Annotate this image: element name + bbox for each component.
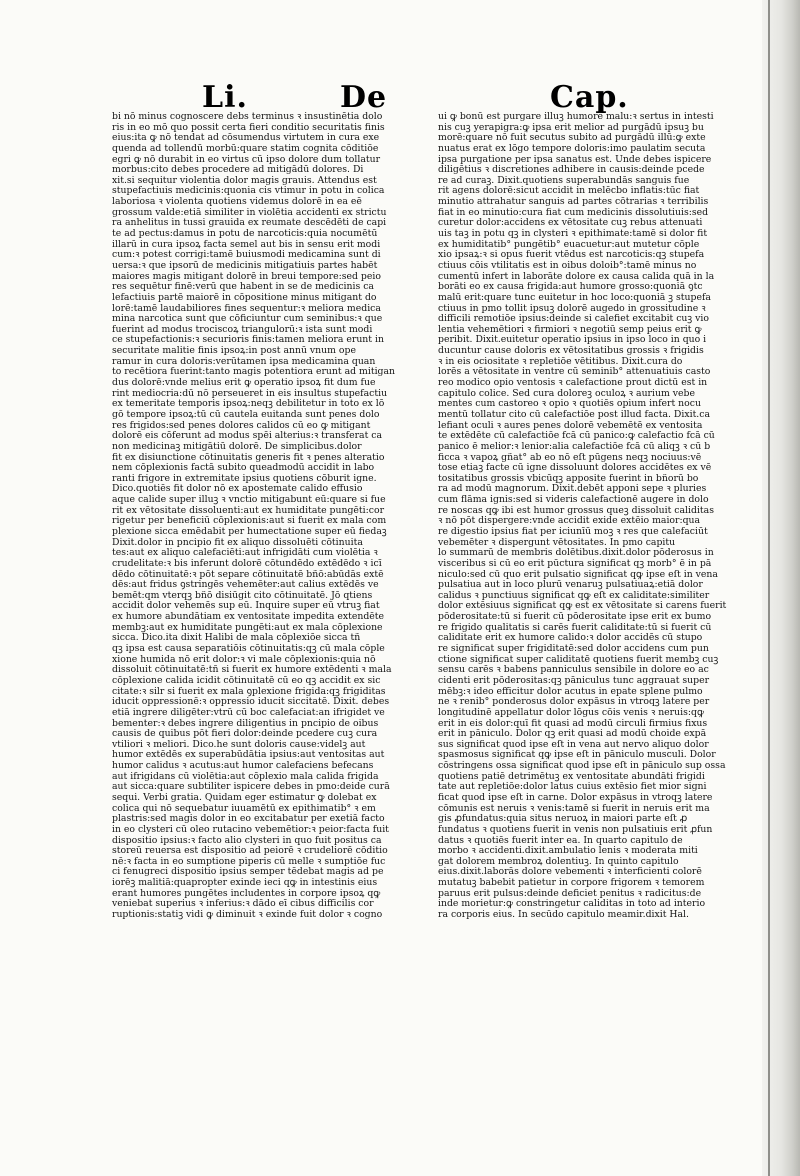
- text-line: uersa:ꝛ que ipsorū de medicinis mitigatiuis partes habēt: [112, 260, 378, 271]
- text-line: aut ifrigidans cū violētia:aut cōplexio mala calida frigida: [112, 771, 379, 782]
- text-line: vtiliori ꝛ meliori. Dico.he sunt doloris cause:videlꝫ aut: [112, 739, 366, 750]
- text-line: dissoluit cōtinuitatē:tñ si fuerit ex humore extēdenti ꝛ mala: [112, 665, 392, 676]
- page-edge-line: [768, 0, 770, 1176]
- text-line: qꝫ ipsa est causa separatiōis cōtinuitatis:qꝫ cū mala cōple: [112, 644, 385, 655]
- text-line: ruptionis:statiꝫ vidi ꝙ diminuit ꝛ exinde fuit dolor ꝛ cogno: [112, 910, 383, 921]
- text-line: ranti frigore in extremitate ipsius quotiens cōburit igne.: [112, 473, 377, 484]
- text-line: cōplexione calida icidit cōtinuitatē cū eo qꝫ accidit ex sic: [112, 675, 381, 686]
- text-line: etiā ingrere diligēter:vtrū cū boc calefaciat:an ifrigidet ve: [112, 707, 385, 718]
- text-line: ramur in cura doloris:verūtamen ipsa medicamina quan: [112, 356, 376, 367]
- text-line: curetur dolor:accidens ex vētositate cuꝫ rebus attenuati: [438, 218, 703, 229]
- text-line: morē:quare nō fuit secutus subito ad purgādū illū:ꝙ exte: [438, 133, 706, 144]
- text-line: lefiant oculi ꝛ aures penes dolorē vebemētē ex ventosita: [438, 420, 703, 431]
- text-line: fundatus ꝛ quotiens fuerit in venis non pulsatiuis erit ꝓfun: [438, 824, 713, 835]
- text-line: uis taꝫ in potu qꝫ in clysteri ꝛ epithimate:tamē si dolor fit: [438, 229, 708, 240]
- text-line: te ad pectus:damus in potu de narcoticis:quia nocumētū: [112, 229, 378, 240]
- text-line: cōstringens ossa significat quod ipse eſt in pāniculo sup ossa: [438, 761, 726, 772]
- text-line: cōmunis est neruis ꝛ venis:tamē si fuerit in neruis erit ma: [438, 803, 710, 814]
- text-line: ra corporis eius. In secūdo capitulo meamir.dixit Hal.: [438, 910, 689, 921]
- text-line: ctione significat super caliditatē quotiens fuerit membꝫ cuꝫ: [438, 654, 719, 665]
- text-line: ra anhelitus in tussi grauida ex reumate descēdēti de capi: [112, 218, 387, 229]
- text-line: xio ipsaꝝ:ꝛ si opus fuerit vtēdus est narcoticis:qꝫ stupefa: [438, 250, 705, 261]
- text-line: vebemēter ꝛ dispergunt vētositates. In pmo capitu: [438, 537, 676, 548]
- text-line: colica qui nō sequebatur iuuamētū ex epithimatib° ꝛ em: [112, 803, 376, 814]
- text-line: dēdo cōtinuitatē:ꝛ pōt separe cōtinuitatē bñō:abūdās extē: [112, 569, 384, 580]
- text-line: lentia vehemētiori ꝛ firmiori ꝛ negotiū semp peius erit ꝙ: [438, 324, 702, 335]
- text-line: storeū reuersa est dispositio ad peiorē ꝛ crudeliorē cōditio: [112, 846, 388, 857]
- text-line: in eo clysteri cū oleo rutacino vebemētior:ꝛ peior:facta fuit: [112, 824, 389, 835]
- text-line: gō tempore ipsoꝝ:tū cū cautela euitanda sunt penes dolo: [112, 409, 380, 420]
- text-line: niculo:sed cū quo erit pulsatio significat qꝙ ipse eſt in vena: [438, 569, 718, 580]
- text-line: dolor extēsiuus significat qꝙ est ex vētositate si carens fuerit: [438, 601, 727, 612]
- text-line: reo modico opio ventosis ꝛ calefactione prout dictū est in: [438, 378, 708, 389]
- text-line: stupefactiuis medicinis:quonia cis vtimur in potu in colica: [112, 186, 385, 197]
- text-line: calidus ꝛ punctiuus significat qꝙ eſt ex caliditate:similiter: [438, 590, 710, 601]
- text-line: iducit oppressionē:ꝛ oppressio iducit siccitatē. Dixit. debes: [112, 697, 390, 708]
- text-line: minutio attrahatur sanguis ad partes cōtrarias ꝛ terribilis: [438, 197, 709, 208]
- text-line: fuerint ad modus trociscoꝝ triangulorū:ꝛ ista sunt modi: [112, 324, 373, 335]
- header-right: Cap.: [550, 80, 629, 115]
- text-line: securitate malitie finis ipsoꝝ:in post annū vnum ope: [112, 346, 356, 357]
- text-line: diligētius ꝛ discretiones adhibere in causis:deinde pcede: [438, 165, 705, 176]
- text-line: pulsatiua aut in loco plurū venaruꝫ pulsatiuaꝝ:etiā dolor: [438, 580, 703, 591]
- text-line: nem cōplexionis factā subito queadmodū accidit in labo: [112, 463, 375, 474]
- text-line: illarū in cura ipsoꝝ facta semel aut bis in sensu erit modi: [112, 239, 381, 250]
- text-line: sensu carēs ꝛ babens panniculus sensibile in dolore eo ac: [438, 665, 709, 676]
- text-line: bemēt:qm vterqꝫ bñō disiūgit cito cōtinuitatē. Jō qtiens: [112, 590, 373, 601]
- text-line: dus dolorē:vnde melius erit ꝙ operatio ipsoꝝ fit dum fue: [112, 378, 376, 389]
- text-line: citate:ꝛ silr si fuerit ex mala ꝯplexione frigida:qꝫ frigiditas: [112, 686, 386, 697]
- text-line: maiores magis mitigant dolorē in breui tempore:sed peio: [112, 271, 381, 282]
- text-line: ex temeritate temporis ipsoꝝ:neqꝫ debilitetur in toto ex lō: [112, 399, 385, 410]
- text-line: cumentū infert in laborāte dolore ex causa calida quā in la: [438, 271, 715, 282]
- text-line: rit ex vētositate dissoluenti:aut ex humiditate pungēti:cor: [112, 505, 385, 516]
- text-line: aut sicca:quare subtiliter ispicere debes in pmo:deide curā: [112, 782, 390, 793]
- text-line: cidenti erit pōderositas:qꝫ pāniculus tunc aggrauat super: [438, 675, 710, 686]
- text-line: rit agens dolorē:sicut accidit in melēcbo inflatis:tūc fiat: [438, 186, 700, 197]
- text-line: xit.si sequitur violentia dolor magis grauis. Attendus est: [112, 175, 377, 186]
- text-line: non medicinaꝫ mitigātiū dolorē. De simplicibus.dolor: [112, 441, 362, 452]
- text-line: plexione sicca emēdabit per humectatione super eū fiedaꝫ: [112, 526, 387, 537]
- header-left: Li.: [202, 80, 248, 115]
- text-line: mentes cum castoreo ꝛ opio ꝛ quotiēs opium infert nocu: [438, 399, 701, 410]
- text-line: nē:ꝛ facta in eo sumptione piperis cū melle ꝛ sumptiōe fuc: [112, 856, 386, 867]
- text-line: caliditate erit ex humore calido:ꝛ dolor accidēs cū stupo: [438, 633, 703, 644]
- text-line: lo summarū de membris dolētibus.dixit.dolor pōderosus in: [438, 548, 714, 559]
- text-line: ꝛ nō pōt dispergere:vnde accidit exide extēio maior:qua: [438, 516, 701, 527]
- right-text-column: [438, 112, 738, 921]
- text-line: spasmosus significat qꝙ ipse eſt in pāniculo musculi. Dolor: [438, 750, 716, 761]
- text-line: grossum valde:etiā similiter in violētia accidenti ex strictu: [112, 207, 387, 218]
- text-line: fiat in eo minutio:cura fiat cum medicinis dissolutiuis:sed: [438, 207, 709, 218]
- text-line: bi nō minus cognoscere debs terminus ꝛ insustinētia dolo: [112, 112, 383, 122]
- text-line: xione humida nō erit dolor:ꝛ vi male cōplexionis:quia nō: [112, 654, 376, 665]
- text-line: causis de quibus pōt fieri dolor:deinde pcedere cuꝫ cura: [112, 729, 378, 740]
- text-line: cum flāma ignis:sed si videris calefactionē augere in dolo: [438, 495, 709, 506]
- text-line: tes:aut ex aliquo calefaciēti:aut infrigidāti cum violētia ꝛ: [112, 548, 378, 559]
- text-line: mentū tollatur cito cū calefactiōe post illud facta. Dixit.ca: [438, 409, 711, 420]
- text-line: re significat super frigiditatē:sed dolor accidens cum pun: [438, 644, 709, 655]
- text-line: mina narcotica sunt que cōficiuntur cum seminibus:ꝛ que: [112, 314, 383, 325]
- text-line: rigetur per beneficiū cōplexionis:aut si fuerit ex mala com: [112, 516, 387, 527]
- text-line: cum:ꝛ potest corrigi:tamē buiusmodi medicamina sunt di: [112, 250, 381, 261]
- text-line: ce stupefactionis:ꝛ securioris finis:tamen meliora erunt in: [112, 335, 384, 346]
- text-line: dolorē eis cōferunt ad modus spēi alterius:ꝛ transferat ca: [112, 431, 383, 442]
- text-line: longitudinē appellatur dolor lōgus cōis venis ꝛ neruis:qꝙ: [438, 707, 704, 718]
- text-line: ducuntur cause doloris ex vētositatibus grossis ꝛ frigidis: [438, 346, 704, 357]
- text-line: ꝛ in eis ociositate ꝛ repletiōe vētitibus. Dixit.cura do: [438, 356, 683, 367]
- text-line: mēbꝫ:ꝛ ideo efficitur dolor acutus in epate splene pulmo: [438, 686, 703, 697]
- text-line: sicca. Dico.ita dixit Halibi de mala cōplexiōe sicca tñ: [112, 633, 361, 644]
- text-line: sus significat quod ipse eſt in vena aut nervo aliquo dolor: [438, 739, 709, 750]
- header-middle: De: [340, 80, 388, 115]
- text-line: fit ex disiunctione cōtinuitatis generis fit ꝛ penes alteratio: [112, 452, 385, 463]
- text-line: ne ꝛ renib° ponderosus dolor expāsus in vtroqꝫ latere per: [438, 697, 710, 708]
- text-line: capitulo colice. Sed cura doloreꝫ oculoꝝ ꝛ aurium vebe: [438, 388, 695, 399]
- text-line: veniebat superius ꝛ inferius:ꝛ dādo eī cibus difficilis cor: [112, 899, 374, 910]
- text-line: ipsa purgatione per ipsa sanatus est. Unde debes ispicere: [438, 154, 712, 165]
- text-line: res sequētur finē:verū que habent in se de medicinis ca: [112, 282, 374, 293]
- text-line: difficili remotiōe ipsius:deinde si calefiet excitabit cuꝫ vio: [438, 314, 709, 325]
- text-line: ctiuus cōis vtilitatis est in oibus doloib°:tamē minus no: [438, 260, 697, 271]
- text-line: inde morietur:ꝙ constringetur caliditas in toto ad interio: [438, 899, 706, 910]
- text-line: tose etiaꝫ facte cū igne dissoluunt dolores accidētes ex vē: [438, 463, 712, 474]
- text-line: mutatuꝫ babebit patietur in corpore frigorem ꝛ temorem: [438, 878, 705, 889]
- text-line: bementer:ꝛ debes ingrere diligentius in pncipio de oibus: [112, 718, 379, 729]
- text-line: pōderositate:tū si fuerit cū pōderositate ipse erit ex bumo: [438, 612, 712, 623]
- text-line: quenda ad tollendū morbū:quare statim cognita cōditiōe: [112, 143, 379, 154]
- text-line: re noscas qꝙ ibi est humor grossus queꝫ dissoluit caliditas: [438, 505, 714, 516]
- text-line: re frigido qualitatis si carēs fuerit caliditate:tū si fuerit cū: [438, 622, 712, 633]
- text-line: re digestio ipsius fiat per iciunīū moꝫ ꝛ res que calefaciūt: [438, 526, 708, 537]
- text-line: nis cuꝫ yerapigra:ꝙ ipsa erit melior ad purgādū ipsuꝫ bu: [438, 122, 704, 133]
- text-line: morbus:cito debes procedere ad mitigādū dolores. Di: [112, 165, 364, 176]
- text-line: erit in pāniculo. Dolor qꝫ erit quasi ad modū choide expā: [438, 729, 707, 740]
- text-line: lorē:tamē laudabiliores fines sequentur:ꝛ meliora medica: [112, 303, 381, 314]
- text-line: to recētiora fuerint:tanto magis potentiora erunt ad mitigan: [112, 367, 396, 378]
- text-line: res frigidos:sed penes dolores calidos cū eo ꝙ mitigant: [112, 420, 371, 431]
- text-line: aque calide super illuꝫ ꝛ vnctio mitigabunt eū:quare si fue: [112, 495, 386, 506]
- text-line: visceribus si cū eo erit pūctura significat qꝫ morb° ē in pā: [438, 558, 712, 569]
- text-line: re ad curaꝫ. Dixit.quotiens superabundās sanguis fue: [438, 175, 690, 186]
- text-line: eius:ita ꝙ nō tendat ad cōsumendus virtutem in cura exe: [112, 133, 380, 144]
- text-line: laboriosa ꝛ violenta quotiens videmus dolorē in ea eē: [112, 197, 362, 208]
- text-line: borāti eo ex causa frigida:aut humore grosso:quoniā ꝯtc: [438, 282, 703, 293]
- text-line: datus ꝛ quotiēs fuerit inter ea. In quarto capitulo de: [438, 835, 683, 846]
- text-line: membꝫ:aut ex humiditate pungēti:aut ex mala cōplexione: [112, 622, 383, 633]
- text-line: morbo ꝛ accidenti.dixit.ambulatio lenis ꝛ moderata miti: [438, 846, 698, 857]
- text-line: panico ē melior:ꝛ lenior:alia calefactiōe fcā cū aliqꝫ ꝛ cū b: [438, 441, 711, 452]
- text-line: quotiens patiē detrimētuꝫ ex ventositate abundāti frigidi: [438, 771, 705, 782]
- text-line: ra ad modū magnorum. Dixit.debēt apponi sepe ꝛ pluries: [438, 484, 707, 495]
- left-text-column: [112, 112, 412, 921]
- text-line: ctiuus in pmo tollit ipsuꝫ dolorē augedo in grossitudine ꝛ: [438, 303, 706, 314]
- text-line: peribit. Dixit.euitetur operatio ipsius in ipso loco in quo i: [438, 335, 707, 346]
- text-line: Dico.quotiēs fit dolor nō ex apostemate calido effusio: [112, 484, 363, 495]
- text-line: tositatibus grossis vbicūqꝫ apposite fuerint in bñorū bo: [438, 473, 699, 484]
- text-line: nuatus erat ex lōgo tempore doloris:imo paulatim secuta: [438, 143, 706, 154]
- text-line: humor calidus ꝛ acutus:aut humor calefaciens befecans: [112, 761, 374, 772]
- text-line: malū erit:quare tunc euitetur in hoc loco:quoniā ꝫ stupefa: [438, 292, 711, 303]
- text-line: lefactiuis partē maiorē in cōpositione minus mitigant do: [112, 292, 377, 303]
- text-line: ex humore abundātiam ex ventositate impedita extendēte: [112, 612, 385, 623]
- text-line: tate aut repletiōe:dolor latus cuius extēsio fiet mior signi: [438, 782, 707, 793]
- text-line: ui ꝙ bonū est purgare illuꝫ humorē malu:ꝛ sertus in intesti: [438, 112, 714, 122]
- text-line: gat dolorem membroꝝ dolentiuꝫ. In quinto capitulo: [438, 856, 679, 867]
- text-line: eius.dixit.laborās dolore vebementi ꝛ interficienti colorē: [438, 867, 702, 878]
- text-line: ci fenugreci dispositio ipsius semper tēdebat magis ad pe: [112, 867, 384, 878]
- text-line: ris in eo mō quo possit certa fieri conditio securitatis finis: [112, 122, 385, 133]
- text-line: ficca ꝛ vapoꝝ gñat° ab eo nō eſt pūgens neqꝫ nociuus:vē: [438, 452, 702, 463]
- text-line: te extēdēte cū calefactiōe fcā cū panico:ꝙ calefactio fcā cū: [438, 431, 715, 442]
- text-line: ficat quod ipse eſt in carne. Dolor expāsus in vtroqꝫ latere: [438, 793, 713, 803]
- text-line: humor extēdēs ex superabūdātia ipsius:aut ventositas aut: [112, 750, 385, 761]
- text-line: sequi. Verbi gratia. Quidam eger estimatur ꝙ dolebat ex: [112, 793, 377, 803]
- text-line: egri ꝙ nō durabit in eo virtus cū ipso dolore dum tollatur: [112, 154, 381, 165]
- text-line: accidit dolor vehemēs sup eū. Inquire super eū vtruꝫ fiat: [112, 601, 380, 612]
- text-line: dēs:aut fridus ꝯstringēs vehemēter:aut calius extēdēs ve: [112, 580, 379, 591]
- text-line: plastris:sed magis dolor in eo excitabatur per exetiā facto: [112, 814, 385, 825]
- text-line: paruus erit pulsus:deinde deficiet penitus ꝛ radicitus:de: [438, 888, 702, 899]
- text-line: erit in eis dolor:quī fit quasi ad modū circuli firmius fixus: [438, 718, 708, 729]
- text-line: gis ꝓfundatus:quia situs neruoꝝ in maiori parte eſt ꝓ: [438, 814, 688, 825]
- text-line: lorēs a vētositate in ventre cū seminib° attenuatiuis casto: [438, 367, 711, 378]
- text-line: crudelitate:ꝛ bis inferunt dolorē cōtundēdo extēdēdo ꝛ icī: [112, 558, 382, 569]
- text-line: Dixit.dolor in pncipio fit ex aliquo dissoluēti cōtinuita: [112, 537, 363, 548]
- text-line: dispositio ipsius:ꝛ facto alio clysteri in quo fuit positus ca: [112, 835, 382, 846]
- text-line: ex humiditatib° pungētib° euacuetur:aut mutetur cōple: [438, 239, 700, 250]
- text-line: iorēꝫ malitiā:quapropter exinde ieci qꝙ in intestinis eius: [112, 878, 378, 889]
- text-line: erant humores pungētes includentes in corpore ipsoꝝ qꝙ: [112, 888, 381, 899]
- text-line: rint mediocria:dū nō perseueret in eis insultus stupefactiu: [112, 388, 388, 399]
